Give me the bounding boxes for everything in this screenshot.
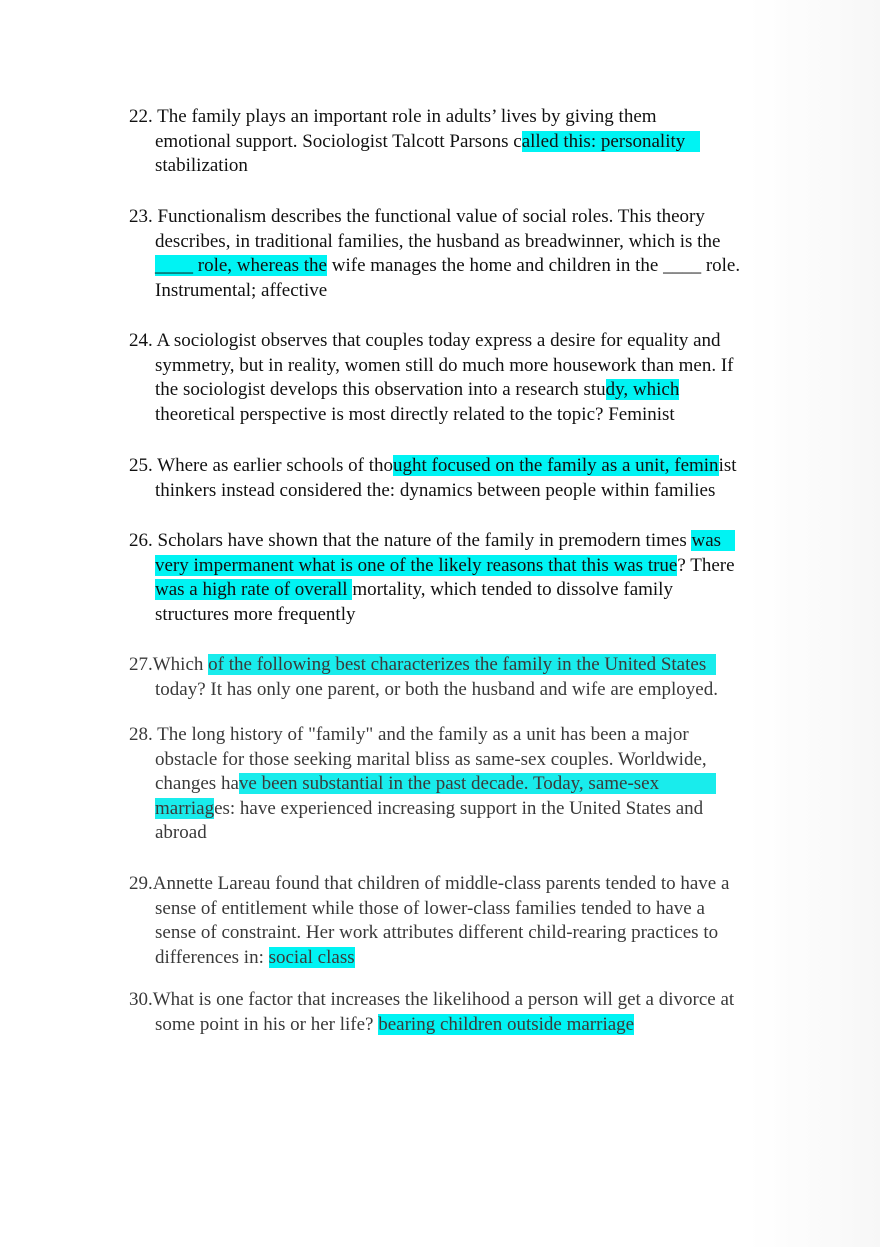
question-number: 24. [129, 330, 153, 351]
question-number: 26. [129, 530, 153, 551]
question-27 [129, 653, 718, 702]
question-number: 25. [129, 455, 153, 476]
highlighted-text: was a high rate of overall [155, 579, 353, 600]
question-24 [129, 329, 734, 427]
question-text: Functionalism describes the functional value of social roles. This theory [157, 206, 705, 227]
answer-text: structures more frequently [155, 603, 356, 625]
question-text: differences in: [155, 946, 269, 968]
question-number: 27. [129, 654, 153, 675]
question-text: A sociologist observes that couples today express a desire for equality and [156, 330, 721, 351]
question-23 [129, 205, 740, 303]
highlighted-text: very impermanent what is one of the likely reasons that this was true [155, 554, 678, 576]
question-text: symmetry, but in reality, women still do much more housework than men. If [155, 354, 734, 376]
highlighted-text: dy, which [605, 379, 680, 400]
question-text: changes ha [155, 773, 239, 794]
highlighted-text: ught focused on the family as a unit, femin [393, 455, 719, 476]
answer-text: es: have experienced increasing support in the United States and [214, 797, 704, 819]
question-number: 30. [129, 989, 153, 1010]
question-text: The family plays an important role in adults’ lives by giving them [157, 106, 657, 127]
question-28 [129, 723, 716, 846]
question-text: ? There [677, 554, 735, 576]
question-30 [129, 988, 734, 1037]
question-number: 29. [129, 873, 153, 894]
answer-text: today? It has only one parent, or both the husband and wife are employed. [155, 678, 718, 700]
question-29 [129, 872, 729, 970]
question-text: ist [718, 455, 737, 476]
question-text: sense of constraint. Her work attributes different child-rearing practices to [155, 922, 719, 943]
question-number: 22. [129, 106, 153, 127]
highlighted-text: ve been substantial in the past decade. Today, same-sex [238, 773, 660, 794]
highlighted-text: of the following best characterizes the family in the United States [208, 654, 707, 675]
question-text: Which [152, 654, 209, 675]
question-text: The long history of "family" and the family as a unit has been a major [157, 724, 689, 745]
question-text: the sociologist develops this observation into a research stu [155, 379, 606, 400]
question-text: describes, in traditional families, the husband as breadwinner, which is the [155, 230, 721, 252]
answer-text: mortality, which tended to dissolve family [352, 579, 673, 600]
question-text: Where as earlier schools of tho [157, 455, 393, 476]
question-22 [129, 105, 700, 179]
answer-text: Instrumental; affective [155, 279, 328, 301]
answer-text: theoretical perspective is most directly related to the topic? Feminist [155, 403, 675, 425]
question-25 [129, 454, 737, 503]
question-text: obstacle for those seeking marital bliss as same-sex couples. Worldwide, [155, 748, 707, 770]
highlighted-answer: social class [268, 946, 355, 968]
highlighted-text: ____ role, whereas the [155, 255, 327, 276]
highlighted-text: marriag [155, 797, 215, 819]
answer-text: abroad [155, 822, 207, 843]
answer-text: stabilization [155, 155, 248, 176]
question-text: wife manages the home and children in the ____ role. [327, 255, 741, 276]
answer-text: thinkers instead considered the: dynamics between people within families [155, 479, 716, 501]
highlighted-text: was [691, 530, 722, 551]
question-text: some point in his or her life? [155, 1013, 379, 1035]
highlighted-answer: bearing children outside marriage [378, 1013, 635, 1035]
question-text: emotional support. Sociologist Talcott Parsons c [155, 130, 522, 152]
question-number: 23. [129, 206, 153, 227]
question-text: What is one factor that increases the likelihood a person will get a divorce at [152, 989, 735, 1010]
highlighted-text: alled this: personality [521, 130, 686, 152]
question-text: sense of entitlement while those of lower-class families tended to have a [155, 897, 705, 919]
question-26 [129, 529, 735, 627]
question-number: 28. [129, 724, 153, 745]
question-text: Annette Lareau found that children of middle-class parents tended to have a [152, 873, 730, 894]
question-text: Scholars have shown that the nature of the family in premodern times [157, 530, 692, 551]
